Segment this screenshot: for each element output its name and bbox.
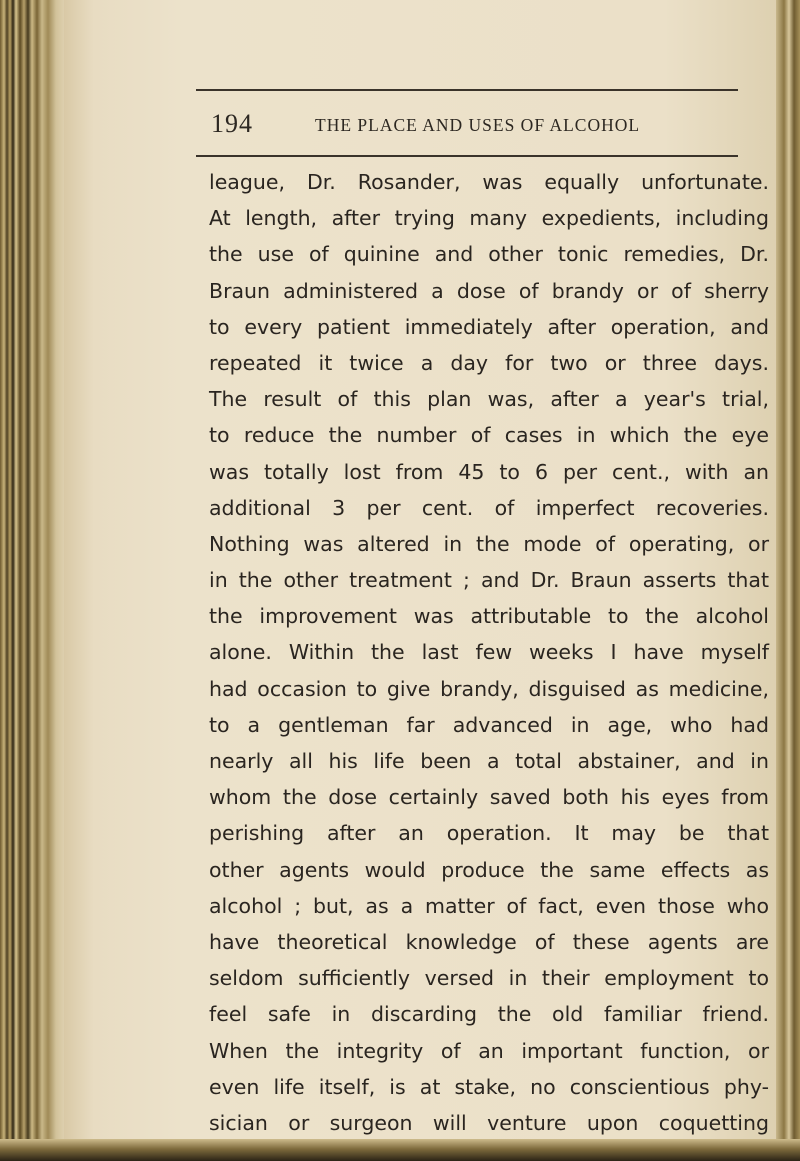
text-line: seldom sufficiently versed in their employment to [209, 966, 769, 991]
text-line: the improvement was attributable to the alcohol [209, 604, 769, 629]
page-number: 194 [211, 109, 253, 138]
text-line: sician or surgeon will venture upon coquetting [209, 1110, 769, 1135]
text-line: feel safe in discarding the old familiar friend. [209, 1002, 769, 1027]
text-line: other agents would produce the same effects as [209, 857, 769, 882]
text-line: to reduce the number of cases in which the eye [209, 423, 769, 448]
text-line: league, Dr. Rosander, was equally unfortunate. [209, 170, 769, 194]
text-line: nearly all his life been a total abstainer, and in [209, 749, 769, 773]
text-line: At length, after trying many expedients, including [209, 206, 769, 231]
text-line: perishing after an operation. It may be that [209, 821, 769, 846]
text-line: Nothing was altered in the mode of operating, or [209, 531, 769, 556]
running-head [211, 107, 741, 143]
text-line: to a gentleman far advanced in age, who had [209, 712, 769, 737]
header-rule-top [196, 89, 738, 91]
text-line: repeated it twice a day for two or three days. [209, 350, 769, 375]
text-line: whom the dose certainly saved both his eyes from [209, 785, 769, 810]
page-edge [776, 0, 800, 1161]
text-line: When the integrity of an important function, or [209, 1038, 769, 1063]
text-line: Braun administered a dose of brandy or of sherry [209, 278, 769, 303]
text-line: even life itself, is at stake, no conscientious phy- [209, 1074, 769, 1099]
book-bottom-edge [0, 1139, 800, 1161]
book-binding [0, 0, 68, 1161]
text-line: alone. Within the last few weeks I have myself [209, 640, 769, 665]
text-line: was totally lost from 45 to 6 per cent., with an [209, 459, 769, 484]
body-text [209, 164, 769, 1141]
text-line: alcohol ; but, as a matter of fact, even those who [209, 893, 769, 918]
header-rule-bottom [196, 155, 738, 157]
text-line: in the other treatment ; and Dr. Braun asserts that [209, 568, 769, 593]
text-line: have theoretical knowledge of these agents are [209, 929, 769, 954]
text-line: the use of quinine and other tonic remedies, Dr. [209, 242, 769, 267]
running-title: THE PLACE AND USES OF ALCOHOL [315, 115, 641, 135]
text-line: had occasion to give brandy, disguised as medicine, [209, 676, 769, 701]
text-line: The result of this plan was, after a year's trial, [209, 387, 769, 412]
text-line: additional 3 per cent. of imperfect recoveries. [209, 495, 769, 520]
text-line: to every patient immediately after operation, and [209, 314, 769, 339]
